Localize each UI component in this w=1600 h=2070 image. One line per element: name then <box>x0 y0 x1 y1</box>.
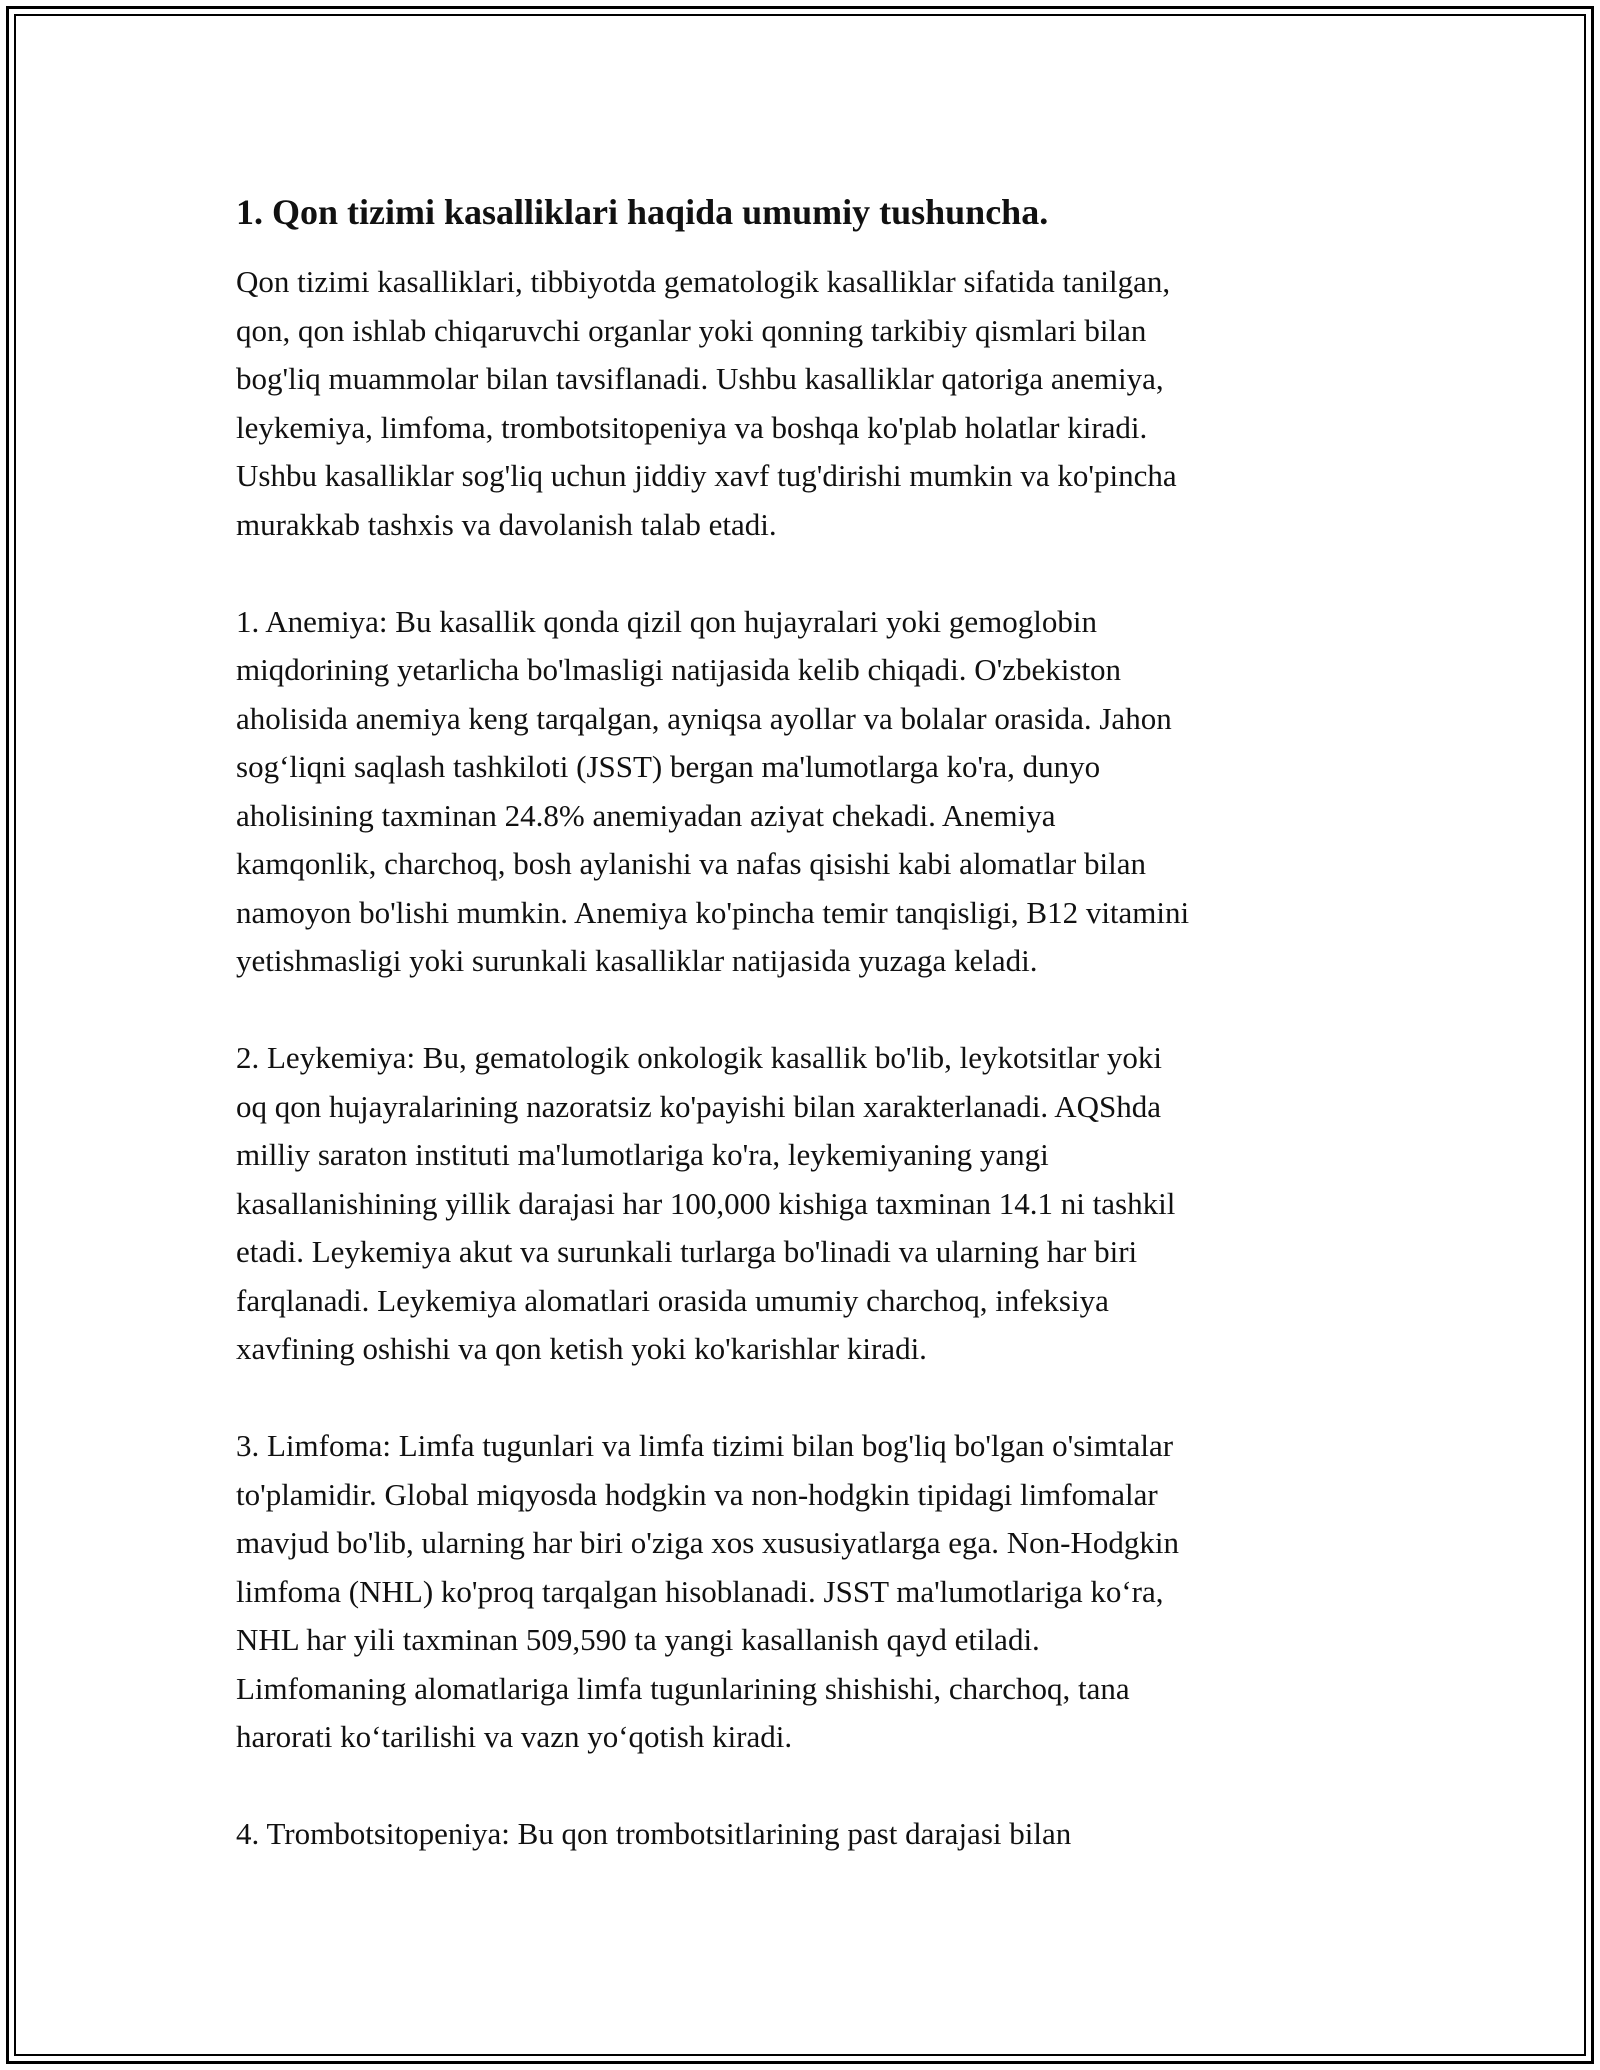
paragraph-leykemiya <box>236 1034 1386 1374</box>
text-line: Ushbu kasalliklar sog'liq uchun jiddiy xavf tug'dirishi mumkin va ko'pincha <box>236 458 1177 493</box>
document-body <box>236 188 1386 1907</box>
text-line: etadi. Leykemiya akut va surunkali turlarga bo'linadi va ularning har biri <box>236 1234 1138 1269</box>
text-line: milliy saraton instituti ma'lumotlariga ko'ra, leykemiyaning yangi <box>236 1137 1049 1172</box>
text-line: mavjud bo'lib, ularning har biri o'ziga xos xususiyatlarga ega. Non-Hodgkin <box>236 1525 1180 1560</box>
text-line: murakkab tashxis va davolanish talab etadi. <box>236 506 777 542</box>
text-line: leykemiya, limfoma, trombotsitopeniya va boshqa ko'plab holatlar kiradi. <box>236 409 1148 445</box>
text-line: harorati ko‘tarilishi va vazn yo‘qotish kiradi. <box>236 1719 793 1754</box>
text-line: bog'liq muammolar bilan tavsiflanadi. Ushbu kasalliklar qatoriga anemiya, <box>236 361 1164 396</box>
paragraph-trombotsitopeniya <box>236 1810 1386 1859</box>
text-line: qon, qon ishlab chiqaruvchi organlar yoki qonning tarkibiy qismlari bilan <box>236 312 1147 348</box>
text-line: oq qon hujayralarining nazoratsiz ko'payishi bilan xarakterlanadi. AQShda <box>236 1088 1161 1124</box>
text-line: kasallanishining yillik darajasi har 100,000 kishiga taxminan 14.1 ni tashkil <box>236 1185 1176 1221</box>
text-line: namoyon bo'lishi mumkin. Anemiya ko'pincha temir tanqisligi, B12 vitamini <box>236 894 1190 930</box>
text-line: aholisida anemiya keng tarqalgan, ayniqsa ayollar va bolalar orasida. Jahon <box>236 700 1172 736</box>
text-line: miqdorining yetarlicha bo'lmasligi natijasida kelib chiqadi. O'zbekiston <box>236 652 1121 687</box>
text-line: 3. Limfoma: Limfa tugunlari va limfa tizimi bilan bog'liq bo'lgan o'simtalar <box>236 1428 1174 1463</box>
text-line: to'plamidir. Global miqyosda hodgkin va non-hodgkin tipidagi limfomalar <box>236 1476 1158 1512</box>
text-line: NHL har yili taxminan 509,590 ta yangi kasallanish qayd etiladi. <box>236 1622 1040 1657</box>
text-line: aholisining taxminan 24.8% anemiyadan aziyat chekadi. Anemiya <box>236 797 1056 833</box>
text-line: 2. Leykemiya: Bu, gematologik onkologik kasallik bo'lib, leykotsitlar yoki <box>236 1040 1162 1075</box>
text-line: 1. Anemiya: Bu kasallik qonda qizil qon hujayralari yoki gemoglobin <box>236 603 1097 639</box>
text-line: Qon tizimi kasalliklari, tibbiyotda gematologik kasalliklar sifatida tanilgan, <box>236 264 1171 299</box>
text-line: yetishmasligi yoki surunkali kasalliklar natijasida yuzaga keladi. <box>236 943 1038 978</box>
paragraph-limfoma <box>236 1422 1386 1762</box>
paragraph-intro <box>236 258 1386 549</box>
text-line: limfoma (NHL) ko'proq tarqalgan hisoblanadi. JSST ma'lumotlariga ko‘ra, <box>236 1573 1164 1609</box>
text-line: Limfomaning alomatlariga limfa tugunlarining shishishi, charchoq, tana <box>236 1670 1130 1706</box>
text-line: farqlanadi. Leykemiya alomatlari orasida umumiy charchoq, infeksiya <box>236 1282 1109 1318</box>
text-line: kamqonlik, charchoq, bosh aylanishi va nafas qisishi kabi alomatlar bilan <box>236 846 1146 881</box>
text-line: 4. Trombotsitopeniya: Bu qon trombotsitlarining past darajasi bilan <box>236 1816 1072 1851</box>
paragraph-anemiya <box>236 598 1386 986</box>
section-heading: 1. Qon tizimi kasalliklari haqida umumiy tushuncha. <box>236 192 1049 232</box>
text-line: xavfining oshishi va qon ketish yoki ko'karishlar kiradi. <box>236 1331 927 1366</box>
text-line: sog‘liqni saqlash tashkiloti (JSST) bergan ma'lumotlarga ko'ra, dunyo <box>236 749 1101 784</box>
